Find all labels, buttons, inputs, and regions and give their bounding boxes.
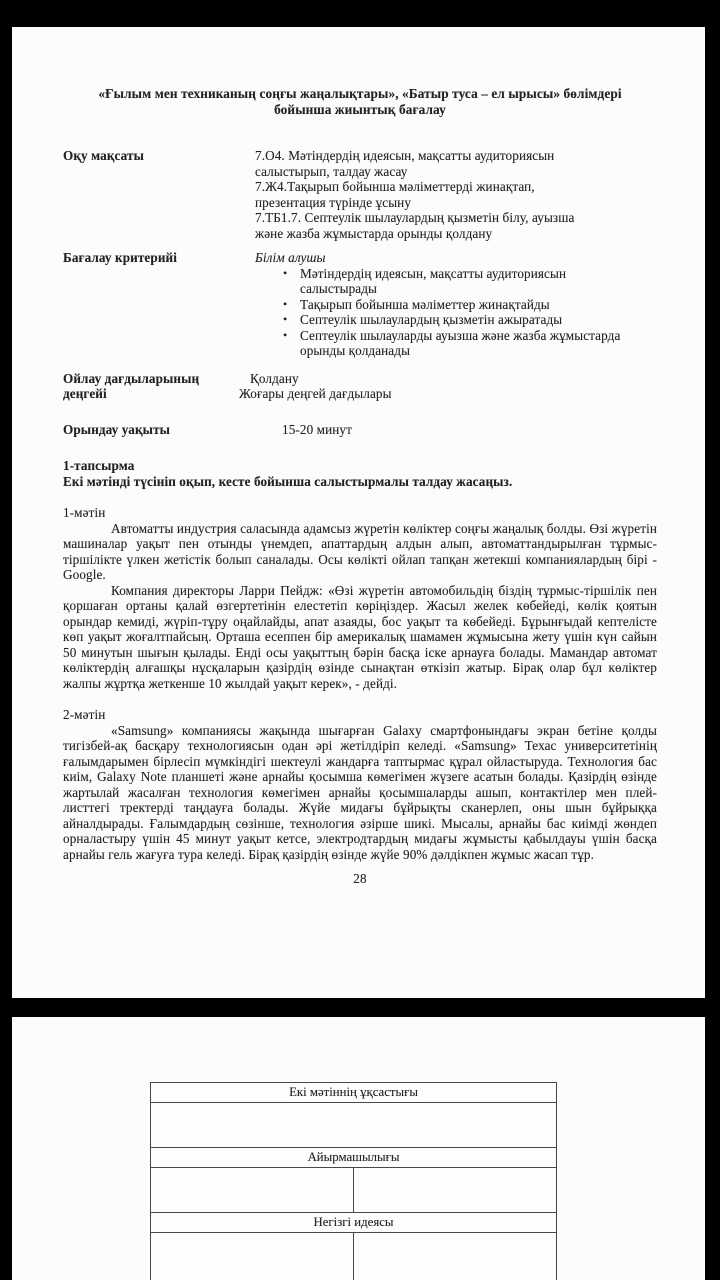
criteria-bullet-text: Септеулік шылаулардың қызметін ажыратады — [300, 312, 563, 327]
thinking-skills-label-line: деңгейі — [63, 386, 107, 401]
objective-line: салыстырып, талдау жасау — [255, 163, 408, 179]
thinking-skills-value-line: Қолдану — [250, 370, 299, 386]
document-title-line-2: бойынша жиынтық бағалау — [274, 102, 446, 117]
duration-value: 15-20 минут — [282, 421, 352, 437]
main-idea-answer-cell-right — [354, 1233, 557, 1280]
learning-objective-value — [255, 148, 657, 241]
table-row — [151, 1103, 557, 1148]
table-row — [151, 1168, 557, 1213]
text-2-paragraph-1: «Samsung» компаниясы жақында шығарған Galaxy смартфонындағы экран бетіне қолды тигізбей-ақ басқару технологиясын одан әрі жетілдіріп келеді. «Samsung» Техас университетінің ғалымдарымен бірлесіп мүмкіндігі шектеулі жандарға таптырмас құрал ойластыруда. Технология бас киім, Galaxy Note планшеті және арнайы қосымша көмегімен жүзеге асатын болады. Қазірдің өзінде жартылай жасалған технология көмегімен арнайы қосымшаларды ашып, контактілер мен плей-листтегі тректерді таңдауға болады. Жүйе мидағы бұйрықты сканерлеп, оны шын бұйрыққа айналдырады. Ғалымдардың сөзінше, технология әзірше шикі. Мысалы, арнайы бас киімді жөндеп орналастыру үшін 45 минут уақыт кетсе, электродтардың мидағы жұмысты қабылдауы үшін басқа арнайы гель жағуға тура келеді. Бірақ қазірдің өзінде жүйе 90% дәлдікпен жұмыс жасап тұр. — [63, 722, 657, 862]
bullet-icon: • — [283, 296, 288, 311]
table-row — [151, 1233, 557, 1280]
document-title — [63, 86, 657, 118]
objective-line: презентация түрінде ұсыну — [255, 194, 412, 210]
main-idea-header-cell: Негізгі идеясы — [151, 1213, 557, 1233]
thinking-skills-label — [63, 371, 239, 402]
objective-line: және жазба жұмыстарда орынды қолдану — [255, 225, 493, 241]
task-instruction: Екі мәтінді түсініп оқып, кесте бойынша салыстырмалы талдау жасаңыз. — [63, 473, 513, 489]
page-number: 28 — [353, 871, 367, 886]
learning-objective-label: Оқу мақсаты — [63, 148, 144, 163]
assessment-criteria-value — [255, 250, 657, 359]
text-1-paragraph-1: Автоматты индустрия саласында адамсыз жүретін көліктер соңғы жаңалық болды. Өзі жүретін машиналар уақыт пен отынды үнемдеп, апаттардың алдын алып, автоматтандырылған тұрмыс-тіршілікте үлкен жетістік болып саналады. Осы көлікті ойлап тапқан жетекші компаниялардың бірі - Google. — [63, 520, 657, 582]
bullet-icon: • — [283, 312, 288, 326]
criteria-bullet-item — [255, 266, 657, 297]
similarity-header-cell: Екі мәтіннің ұқсастығы — [151, 1083, 557, 1103]
criteria-bullet-text: Мәтіндердің идеясын, мақсатты аудиториясын салыстырады — [300, 265, 567, 296]
criteria-bullet-item — [255, 328, 657, 359]
table-row — [151, 1083, 557, 1103]
criteria-intro: Білім алушы — [255, 250, 326, 265]
main-idea-answer-cell-left — [151, 1233, 354, 1280]
duration-label: Орындау уақыты — [63, 421, 171, 437]
criteria-bullet-text: Септеулік шылауларды ауызша және жазба жұмыстарда орынды қолданады — [300, 327, 621, 358]
criteria-bullet-text: Тақырып бойынша мәліметтер жинақтайды — [300, 296, 550, 312]
text-2-label: 2-мәтін — [63, 707, 106, 722]
learning-objective-row — [63, 148, 657, 241]
difference-answer-cell-right — [354, 1168, 557, 1213]
task-heading: 1-тапсырма — [63, 458, 135, 473]
objective-line: 7.О4. Мәтіндердің идеясын, мақсатты аудиториясын — [255, 148, 555, 163]
similarity-answer-cell — [151, 1103, 557, 1148]
page-1-content — [12, 27, 705, 887]
bullet-icon: • — [283, 327, 288, 342]
document-page-2[interactable] — [12, 1017, 705, 1280]
duration-row — [63, 422, 657, 438]
difference-answer-cell-left — [151, 1168, 354, 1213]
objective-line: 7.Ж4.Тақырып бойынша мәліметтерді жинақтап, — [255, 179, 535, 194]
criteria-bullet-item — [255, 312, 657, 328]
assessment-criteria-row — [63, 250, 657, 359]
thinking-skills-label-line: Ойлау дағдыларының — [63, 370, 200, 386]
table-row — [151, 1148, 557, 1168]
assessment-criteria-label: Бағалау критерийі — [63, 250, 177, 265]
difference-header-cell: Айырмашылығы — [151, 1148, 557, 1168]
comparison-table — [150, 1082, 557, 1280]
thinking-skills-row — [63, 371, 657, 402]
table-row — [151, 1213, 557, 1233]
document-page-1[interactable] — [12, 27, 705, 998]
criteria-bullet-item — [255, 297, 657, 313]
bullet-icon: • — [283, 265, 288, 280]
text-1-label: 1-мәтін — [63, 505, 106, 520]
objective-line: 7.ТБ1.7. Септеулік шылаулардың қызметін білу, ауызша — [255, 210, 575, 225]
thinking-skills-value-line: Жоғары деңгей дағдылары — [239, 386, 392, 401]
text-1-paragraph-2: Компания директоры Ларри Пейдж: «Өзі жүретін автомобильдің біздің тұрмыс-тіршілік пен қоршаған ортаны қалай өзгертетінін елестетіп көріңіздер. Жасыл желек көбейеді, көлік қоятын орындар кемиді, жүріп-тұру оңайлайды, апат азаяды, бос уақыт та көбейеді. Бұрынғыдай кептелісте көп уақыт жоғалтпайсың. Орташа есеппен бір америкалық шамамен жұмысына жету үшін күн сайын 50 минутын шығын қылады. Енді осы уақыттың бәрін басқа іске арнауға болады. Мамандар автомат көліктердің алғашқы нұсқаларын қазірдің өзінде сынақтан өткізіп жатыр. Бірақ олар бұл көліктер жалпы жұртқа жеткенше 10 жылдай уақыт керек», - дейді. — [63, 582, 657, 691]
document-title-line-1: «Ғылым мен техниканың соңғы жаңалықтары», «Батыр туса – ел ырысы» бөлімдері — [98, 86, 622, 101]
thinking-skills-value — [239, 371, 657, 402]
